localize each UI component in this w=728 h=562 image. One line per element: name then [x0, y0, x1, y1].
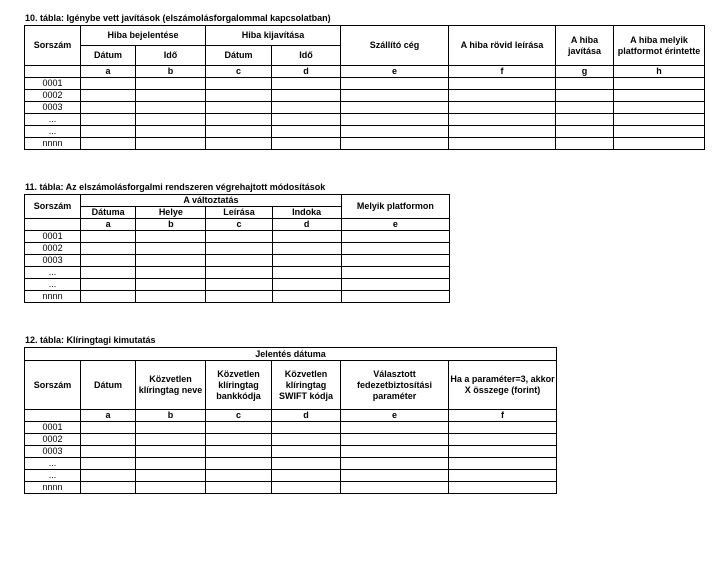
t11-platform-header: Melyik platformon: [341, 195, 449, 219]
t11-letter: d: [272, 219, 341, 231]
t10-letter-row: [25, 66, 705, 78]
t10-letter: c: [206, 66, 272, 78]
t11-letter: b: [136, 219, 206, 231]
table-row: [25, 267, 450, 279]
t12-letter: e: [341, 410, 449, 422]
table-row: [25, 291, 450, 303]
row-label: ...: [25, 126, 81, 138]
t10-letter: f: [449, 66, 556, 78]
t12-letter: f: [449, 410, 557, 422]
row-label: 0002: [25, 243, 81, 255]
t11-letter-row: [25, 219, 450, 231]
table-row: [25, 446, 557, 458]
row-label: 0001: [25, 422, 81, 434]
table-row: [25, 138, 705, 150]
t12-letter: d: [272, 410, 341, 422]
t11-letter: c: [206, 219, 272, 231]
t12-letter-row: [25, 410, 557, 422]
table-row: [25, 126, 705, 138]
table-row: [25, 102, 705, 114]
t10-bejelentes-ido: Idő: [136, 46, 206, 66]
row-label: 0003: [25, 255, 81, 267]
table-row: [25, 470, 557, 482]
table-row: [25, 114, 705, 126]
table-row: [25, 434, 557, 446]
t12-col-parameter: Választott fedezetbiztosítási paraméter: [341, 361, 449, 410]
table-10: [24, 25, 705, 150]
table-row: [25, 90, 705, 102]
table-row: [25, 255, 450, 267]
t12-sorszam-header: Sorszám: [25, 361, 81, 410]
t12-col-datum: Dátum: [81, 361, 136, 410]
row-label: ...: [25, 279, 81, 291]
t11-col-helye: Helye: [136, 207, 206, 219]
table-row: [25, 422, 557, 434]
t12-col-bankkod: Közvetlen klíringtag bankkódja: [206, 361, 272, 410]
row-label: ...: [25, 458, 81, 470]
table-row: [25, 458, 557, 470]
t10-letter: h: [614, 66, 705, 78]
row-label: ...: [25, 470, 81, 482]
row-label: 0003: [25, 446, 81, 458]
row-label: nnnn: [25, 291, 81, 303]
t12-col-neve: Közvetlen klíringtag neve: [136, 361, 206, 410]
table-row: [25, 482, 557, 494]
t10-letter: e: [341, 66, 449, 78]
t11-sorszam-header: Sorszám: [25, 195, 81, 219]
t12-jelentes-header: Jelentés dátuma: [25, 348, 557, 361]
t12-letter: b: [136, 410, 206, 422]
t10-letter: g: [556, 66, 614, 78]
table11-title: 11. tábla: Az elszámolásforgalmi rendszeren végrehajtott módosítások: [25, 182, 326, 192]
t10-kijavitas-datum: Dátum: [206, 46, 272, 66]
t12-col-swift: Közvetlen klíringtag SWIFT kódja: [272, 361, 341, 410]
t10-letter: a: [81, 66, 136, 78]
t11-col-leirasa: Leírása: [206, 207, 272, 219]
table-row: [25, 231, 450, 243]
table-row: [25, 78, 705, 90]
t12-col-osszeg: Ha a paraméter=3, akkor X összege (forint): [449, 361, 557, 410]
t10-kijavitas-ido: Idő: [272, 46, 341, 66]
t10-bejelentes-header: Hiba bejelentése: [81, 26, 206, 46]
t12-letter: c: [206, 410, 272, 422]
row-label: 0003: [25, 102, 81, 114]
row-label: 0002: [25, 90, 81, 102]
t10-javitas-header: A hiba javítása: [556, 26, 614, 66]
table-row: [25, 243, 450, 255]
row-label: nnnn: [25, 138, 81, 150]
t10-kijavitas-header: Hiba kijavítása: [206, 26, 341, 46]
row-label: 0001: [25, 231, 81, 243]
t10-platform-header: A hiba melyik platformot érintette: [614, 26, 705, 66]
table-12: [24, 347, 557, 494]
t10-szallito-header: Szállító cég: [341, 26, 449, 66]
t10-bejelentes-datum: Dátum: [81, 46, 136, 66]
t10-sorszam-header: Sorszám: [25, 26, 81, 66]
t11-col-indoka: Indoka: [272, 207, 341, 219]
row-label: 0002: [25, 434, 81, 446]
t10-leiras-header: A hiba rövid leírása: [449, 26, 556, 66]
row-label: nnnn: [25, 482, 81, 494]
t11-letter: e: [341, 219, 449, 231]
table12-title: 12. tábla: Klíringtagi kimutatás: [25, 335, 156, 345]
t11-letter: a: [81, 219, 136, 231]
table-row: [25, 279, 450, 291]
table10-title: 10. tábla: Igénybe vett javítások (elszámolásforgalommal kapcsolatban): [25, 13, 331, 23]
t11-col-datuma: Dátuma: [81, 207, 136, 219]
t11-valtoztatas-header: A változtatás: [81, 195, 342, 207]
t10-letter: d: [272, 66, 341, 78]
t10-letter: b: [136, 66, 206, 78]
row-label: 0001: [25, 78, 81, 90]
table-11: [24, 194, 450, 303]
row-label: ...: [25, 267, 81, 279]
row-label: ...: [25, 114, 81, 126]
t12-letter: a: [81, 410, 136, 422]
